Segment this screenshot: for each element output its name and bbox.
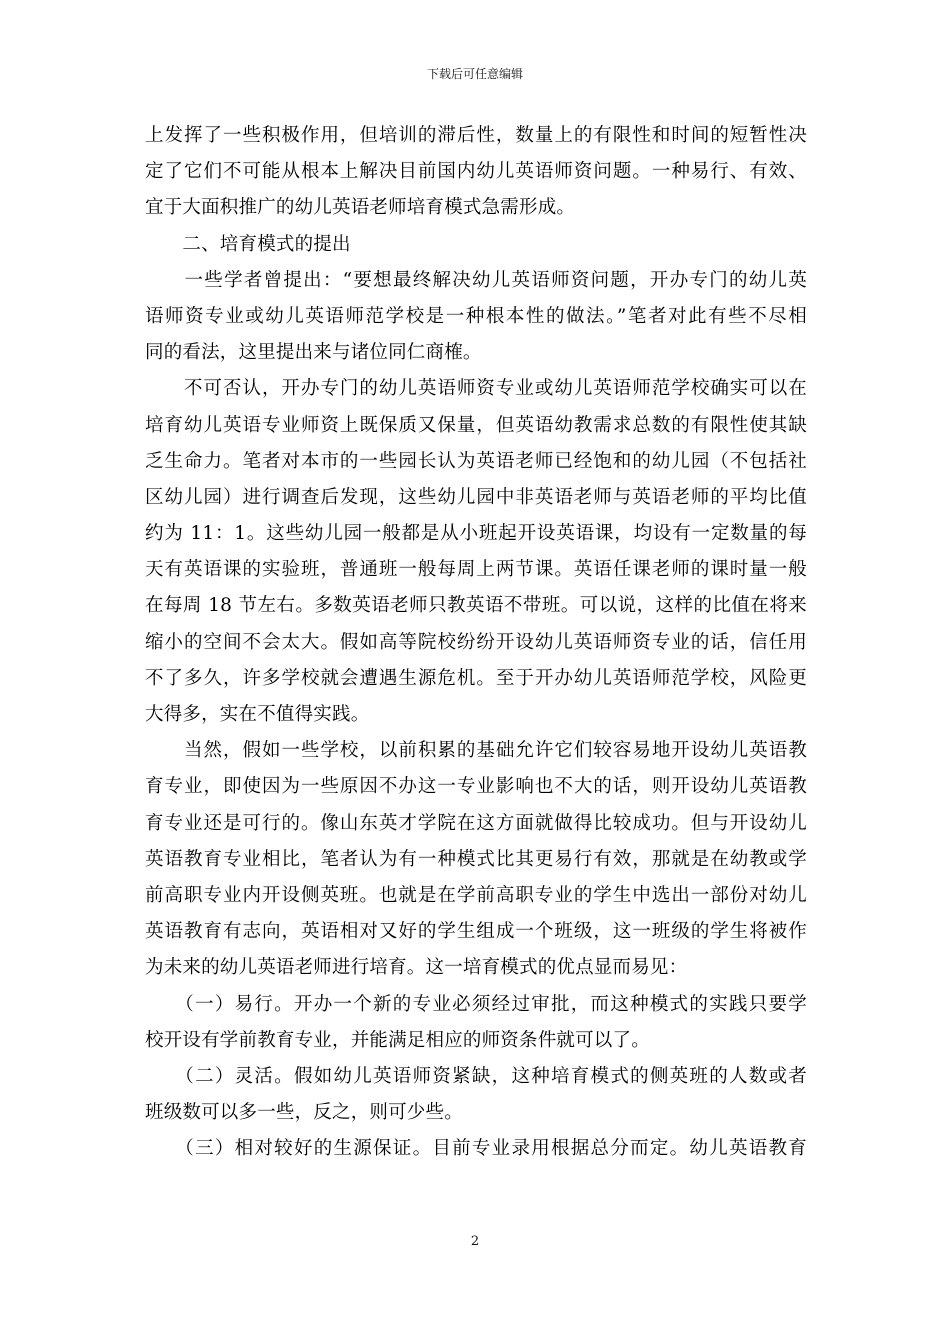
text-line: 区幼儿园）进行调查后发现，这些幼儿园中非英语老师与英语老师的平均比值 <box>145 486 807 508</box>
page-number: 2 <box>470 1234 480 1249</box>
text-line: （一）易行。开办一个新的专业必须经过审批，而这种模式的实践只要学 <box>145 993 807 1015</box>
section-heading: 二、培育模式的提出 <box>145 233 351 255</box>
body-text <box>145 118 807 1167</box>
text-line: 当然，假如一些学校，以前积累的基础允许它们较容易地开设幼儿英语教 <box>145 740 807 762</box>
text-line: 校开设有学前教育专业，并能满足相应的师资条件就可以了。 <box>145 1029 650 1051</box>
text-line: 定了它们不可能从根本上解决目前国内幼儿英语师资问题。一种易行、有效、 <box>145 161 807 183</box>
text-line: 约为 11：1。这些幼儿园一般都是从小班起开设英语课，均设有一定数量的每 <box>145 523 807 545</box>
text-line: 乏生命力。笔者对本市的一些园长认为英语老师已经饱和的幼儿园（不包括社 <box>145 450 807 472</box>
text-line: 语师资专业或幼儿英语师范学校是一种根本性的做法。”笔者对此有些不尽相 <box>145 305 807 327</box>
text-line: 在每周 18 节左右。多数英语老师只教英语不带班。可以说，这样的比值在将来 <box>145 595 807 617</box>
text-line: 同的看法，这里提出来与诸位同仁商榷。 <box>145 342 482 364</box>
text-line: 一些学者曾提出：“要想最终解决幼儿英语师资问题，开办专门的幼儿英 <box>145 269 807 291</box>
text-line: 育专业，即使因为一些原因不办这一专业影响也不大的话，则开设幼儿英语教 <box>145 776 807 798</box>
text-line: 大得多，实在不值得实践。 <box>145 704 370 725</box>
text-line: 宜于大面积推广的幼儿英语老师培育模式急需形成。 <box>145 197 576 219</box>
text-line: 前高职专业内开设侧英班。也就是在学前高职专业的学生中选出一部份对幼儿 <box>145 884 807 906</box>
text-line: 不了多久，许多学校就会遭遇生源危机。至于开办幼儿英语师范学校，风险更 <box>145 667 807 689</box>
text-line: 缩小的空间不会太大。假如高等院校纷纷开设幼儿英语师资专业的话，信任用 <box>145 631 807 653</box>
text-line: 天有英语课的实验班，普通班一般每周上两节课。英语任课老师的课时量一般 <box>145 559 807 581</box>
text-line: 为未来的幼儿英语老师进行培育。这一培育模式的优点显而易见： <box>145 957 688 979</box>
text-line: 育专业还是可行的。像山东英才学院在这方面就做得比较成功。但与开设幼儿 <box>145 812 807 834</box>
text-line: 培育幼儿英语专业师资上既保质又保量，但英语幼教需求总数的有限性使其缺 <box>145 414 807 436</box>
text-line: 班级数可以多一些，反之，则可少些。 <box>145 1102 463 1124</box>
page-header: 下载后可任意编辑 <box>426 67 523 81</box>
text-line: （二）灵活。假如幼儿英语师资紧缺，这种培育模式的侧英班的人数或者 <box>145 1065 807 1087</box>
text-line: 英语教育有志向，英语相对又好的学生组成一个班级，这一班级的学生将被作 <box>145 921 807 943</box>
text-line: 英语教育专业相比，笔者认为有一种模式比其更易行有效，那就是在幼教或学 <box>145 848 807 870</box>
text-line: 上发挥了一些积极作用，但培训的滞后性，数量上的有限性和时间的短暂性决 <box>145 125 807 146</box>
text-line: （三）相对较好的生源保证。目前专业录用根据总分而定。幼儿英语教育 <box>145 1138 807 1160</box>
text-line: 不可否认，开办专门的幼儿英语师资专业或幼儿英语师范学校确实可以在 <box>145 378 807 400</box>
